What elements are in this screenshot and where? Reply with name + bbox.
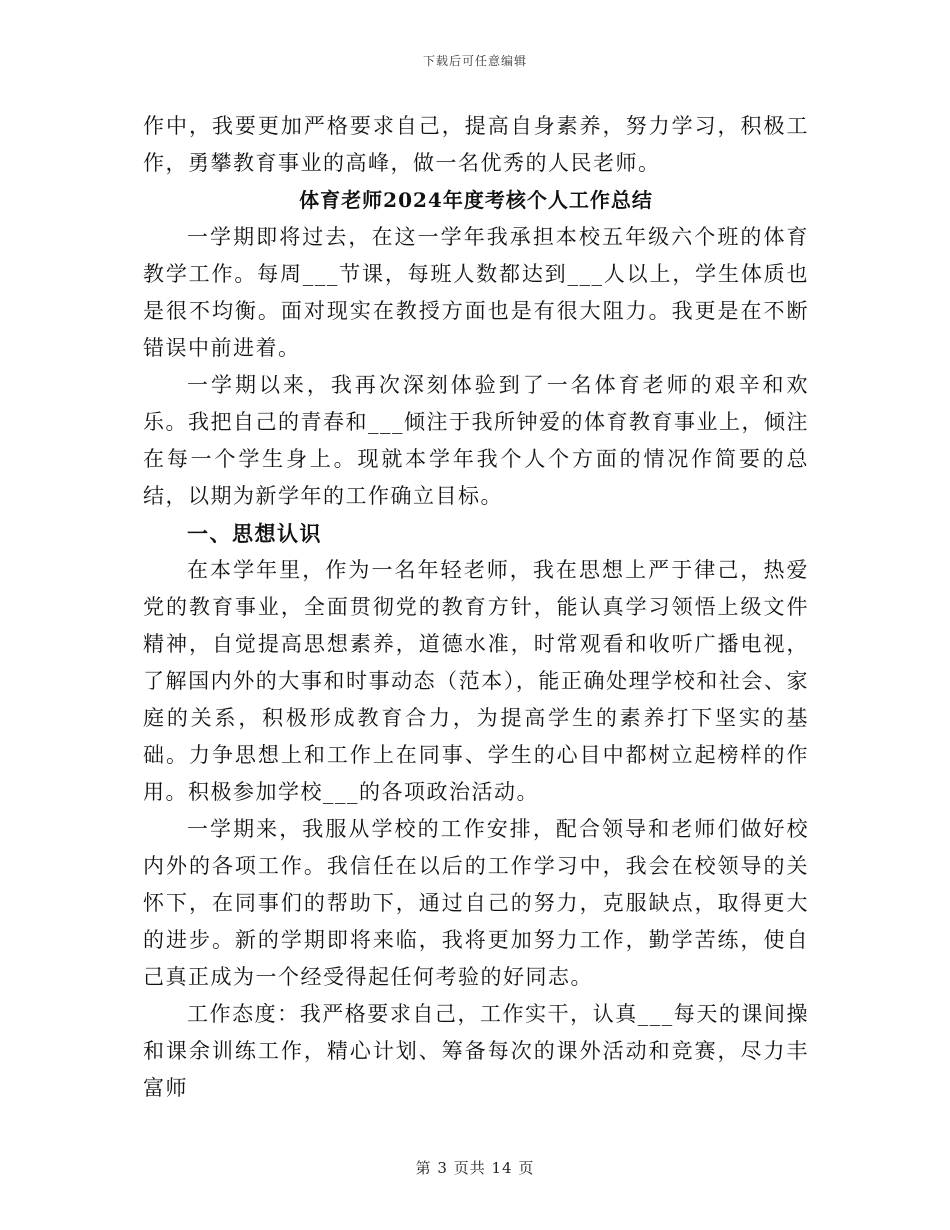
- body-paragraph: 在本学年里，作为一名年轻老师，我在思想上严于律己，热爱党的教育事业，全面贯彻党的教育方针，能认真学习领悟上级文件精神，自觉提高思想素养，道德水准，时常观看和收听广播电视，了解国内外的大事和时事动态（范本），能正确处理学校和社会、家庭的关系，积极形成教育合力，为提高学生的素养打下坚实的基础。力争思想上和工作上在同事、学生的心目中都树立起榜样的作用。积极参加学校___的各项政治活动。: [143, 558, 809, 804]
- document-body: [143, 108, 809, 1107]
- page-number-footer: 第 3 页共 14 页: [415, 1159, 535, 1177]
- body-paragraph: 一学期即将过去，在这一学年我承担本校五年级六个班的体育教学工作。每周___节课，每班人数都达到___人以上，学生体质也是很不均衡。面对现实在教授方面也是有很大阻力。我更是在不断错误中前进着。: [143, 225, 809, 360]
- body-paragraph: 工作态度：我严格要求自己，工作实干，认真___每天的课间操和课余训练工作，精心计划、筹备每次的课外活动和竞赛，尽力丰富师: [143, 1002, 809, 1100]
- body-paragraph: 一学期来，我服从学校的工作安排，配合领导和老师们做好校内外的各项工作。我信任在以后的工作学习中，我会在校领导的关怀下，在同事们的帮助下，通过自己的努力，克服缺点，取得更大的进步。新的学期即将来临，我将更加努力工作，勤学苦练，使自己真正成为一个经受得起任何考验的好同志。: [143, 817, 809, 989]
- body-paragraph: 一学期以来，我再次深刻体验到了一名体育老师的艰辛和欢乐。我把自己的青春和___倾注于我所钟爱的体育教育事业上，倾注在每一个学生身上。现就本学年我个人个方面的情况作简要的总结，以期为新学年的工作确立目标。: [143, 373, 809, 508]
- document-title: 体育老师2024年度考核个人工作总结: [299, 188, 653, 212]
- page-header-note: 下载后可任意编辑: [422, 54, 527, 68]
- section-heading: 一、思想认识: [187, 521, 322, 546]
- intro-paragraph: 作中，我要更加严格要求自己，提高自身素养，努力学习，积极工作，勇攀教育事业的高峰，做一名优秀的人民老师。: [143, 114, 809, 175]
